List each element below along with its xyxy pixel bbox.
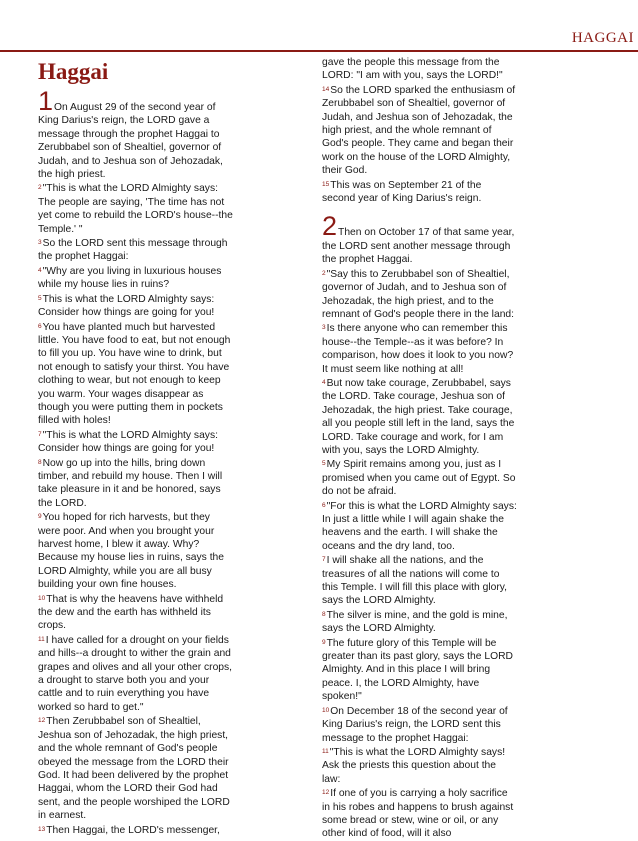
verse [38,292,234,320]
verse-number: 6 [322,501,326,509]
verse [38,633,234,714]
verse [38,714,234,822]
verse [322,178,517,206]
verse [322,553,517,608]
verse-number: 10 [38,594,46,602]
verse-text: My Spirit remains among you, just as I promised when you came out of Egypt. So do not be afraid. [322,459,516,498]
verse-continuation: gave the people this message from the LORD: "I am with you, says the LORD!" [322,57,503,82]
verse-number: 5 [322,460,326,468]
verse-text: Is there anyone who can remember this house--the Temple--as it was before? In comparison, how does it look to you now? It must seem like nothing at all! [322,323,514,375]
verse-list [322,267,517,841]
verse [322,376,517,457]
verse [38,428,234,456]
verse [38,181,234,236]
verse-number: 12 [38,717,46,725]
verse-number: 11 [322,747,329,755]
verse-number: 6 [38,322,42,330]
chapter-1 [38,86,234,181]
verse [38,320,234,428]
verse-number: 5 [38,294,42,302]
verse-text: The future glory of this Temple will be greater than its past glory, says the LORD Almighty. And in this place I will bring peace. I, the LORD Almighty, have spoken!" [322,637,513,703]
verse-text: I have called for a drought on your fields and hills--a drought to wither the grain and grapes and olives and all your other crops, a drought to starve both you and your cattle and to ruin everything you have worked so hard to get." [38,634,233,713]
verse-text: This is what the LORD Almighty says: Consider how things are going for you! [38,293,215,319]
verse-text: But now take courage, Zerubbabel, says the LORD. Take courage, Jeshua son of Jehozadak, the high priest. Take courage, all you people still left in the land, says the LORD. Take courage and work, for I am with you, says the LORD Almighty. [322,377,515,456]
verse-text: "This is what the LORD Almighty says: Consider how things are going for you! [38,429,218,455]
verse-number: 12 [322,789,330,797]
verse-number: 8 [38,458,42,466]
verse-text: "For this is what the LORD Almighty says: In just a little while I will again shake the heavens and the earth. I will shake the oceans and the dry land, too. [322,500,517,552]
verse [38,510,234,591]
verse-number: 9 [322,638,326,646]
verse-text: I will shake all the nations, and the treasures of all the nations will come to this Temple. I will fill this place with glory, says the LORD Almighty. [322,555,508,607]
verse-number: 4 [38,266,42,274]
verse-number: 15 [322,180,330,188]
verse [38,264,234,292]
verse-number: 2 [38,184,42,192]
verse-list [38,181,234,837]
verse-number: 2 [322,269,326,277]
chapter-2 [322,211,517,266]
verse [322,745,517,786]
verse-text: You hoped for rich harvests, but they were poor. And when you brought your harvest home, I blew it away. Why? Because my house lies in ruins, says the LORD Almighty, while you are all busy building your own fine houses. [38,512,225,591]
left-column [38,56,234,837]
verse-text: Then Haggai, the LORD's messenger, [46,824,220,836]
verse-1: On August 29 of the second year of King Darius's reign, the LORD gave a message through the prophet Haggai to Zerubbabel son of Shealtiel, governor of Judah, and to Jeshua son of Jehozadak, the high priest. [38,102,223,181]
verse-list [322,83,517,206]
verse-text: The silver is mine, and the gold is mine, says the LORD Almighty. [322,609,508,635]
verse-number: 3 [322,324,326,332]
verse [322,457,517,498]
verse-text: "Say this to Zerubbabel son of Shealtiel, governor of Judah, and to Jeshua son of Jehozadak, the high priest, and to the remnant of God's people there in the land: [322,268,515,320]
book-title: Haggai [38,59,109,84]
verse-text: "Why are you living in luxurious houses while my house lies in ruins? [38,265,222,291]
verse [322,636,517,704]
verse [322,83,517,178]
verse [322,704,517,745]
verse [322,267,517,322]
verse-text: So the LORD sparked the enthusiasm of Zerubbabel son of Shealtiel, governor of Judah, and Jeshua son of Jehozadak, the high priest, and the whole remnant of God's people. They came and began their work on the house of the LORD Almighty, their God. [322,84,516,177]
verse-text: On December 18 of the second year of King Darius's reign, the LORD sent this message to the prophet Haggai: [322,705,508,744]
verse [322,608,517,636]
verse [38,236,234,264]
chapter-number: 2 [322,211,338,242]
verse-text: So the LORD sent this message through the prophet Haggai: [38,238,228,263]
running-title: HAGGAI [571,30,634,46]
chapter-number: 1 [38,86,54,116]
verse-number: 3 [38,239,42,247]
verse-text: You have planted much but harvested little. You have food to eat, but not enough to fill you up. You have wine to drink, but not enough to satisfy your thirst. You have clothing to wear, but not enough to keep you warm. Your wages disappear as though you were putting them in pockets filled with holes! [38,321,231,427]
verse [322,786,517,841]
verse [38,456,234,511]
verse [38,823,234,837]
verse [322,499,517,554]
verse-1: Then on October 17 of that same year, the LORD sent another message through the prophet Haggai. [322,227,515,266]
verse-text: "This is what the LORD Almighty says! Ask the priests this question about the law: [322,746,506,785]
verse [38,592,234,633]
header-rule [0,30,638,52]
verse-number: 13 [38,825,46,833]
verse-text: Now go up into the hills, bring down timber, and rebuild my house. Then I will take pleasure in it and be honored, says the LORD. [38,457,223,509]
verse-number: 7 [322,556,326,564]
verse-text: That is why the heavens have withheld the dew and the earth has withheld its crops. [38,593,224,632]
verse-text: If one of you is carrying a holy sacrifice in his robes and happens to brush against some bread or stew, wine or oil, or any other kind of food, will it also [322,788,514,840]
verse-number: 11 [38,635,45,643]
verse [322,321,517,376]
verse-number: 10 [322,706,330,714]
verse-number: 4 [322,378,326,386]
right-column [322,56,517,841]
verse-text: This was on September 21 of the second year of King Darius's reign. [322,179,482,205]
verse-text: "This is what the LORD Almighty says: The people are saying, 'The time has not yet come to rebuild the LORD's house--the Temple.' " [38,183,233,235]
verse-number: 8 [322,610,326,618]
verse-number: 9 [38,513,42,521]
verse-number: 7 [38,430,42,438]
verse-text: Then Zerubbabel son of Shealtiel, Jeshua son of Jehozadak, the high priest, and the whole remnant of God's people obeyed the message from the LORD their God. It had been delivered by the prophet Haggai, whom the LORD their God had sent, and the people worshiped the LORD in earnest. [38,716,230,822]
verse-number: 14 [322,85,330,93]
